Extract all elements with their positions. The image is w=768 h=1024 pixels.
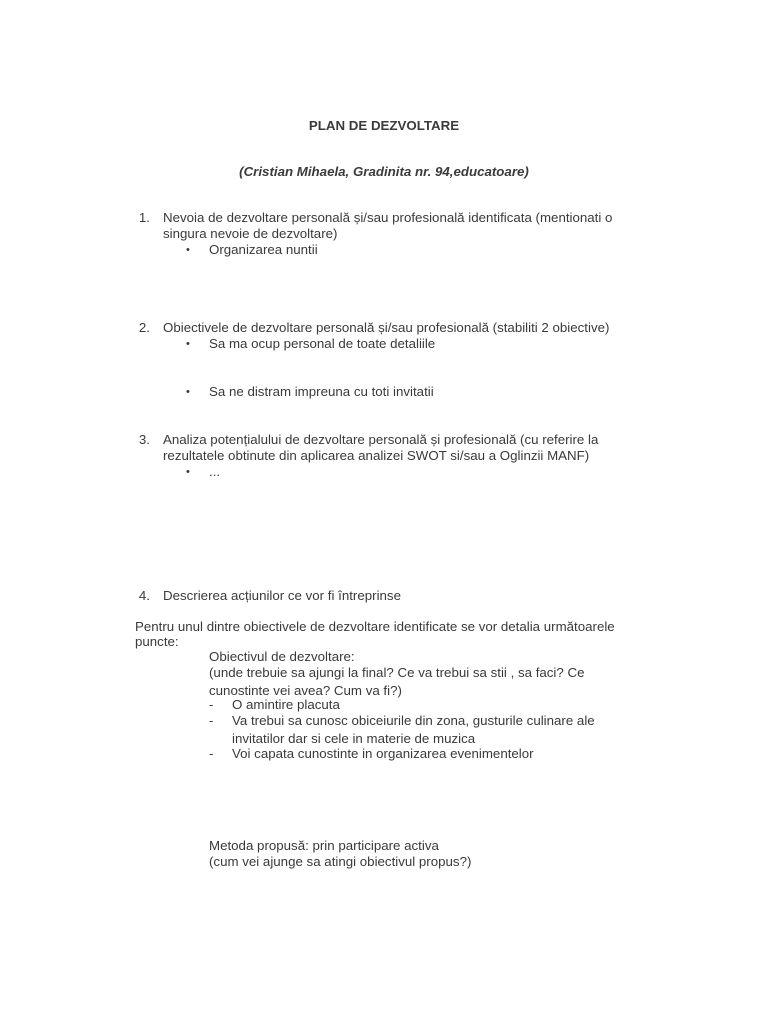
section-1-number: 1. [138,210,150,225]
objective-label: Obiectivul de dezvoltare: [209,649,355,664]
objective-question-line-2: cunostinte vei avea? Cum va fi?) [209,683,402,698]
bullet-icon: • [186,244,190,256]
section-2-heading-line-1: Obiectivele de dezvoltare personală și/sau profesională (stabiliti 2 obiective) [163,320,610,335]
section-3-heading-line-2: rezultatele obtinute din aplicarea analizei SWOT si/sau a Oglinzii MANF) [163,448,590,463]
bullet-icon: • [186,386,190,398]
dash-icon: - [209,713,214,728]
section-3-heading-line-1: Analiza potențialului de dezvoltare personală și profesională (cu referire la [163,432,599,447]
section-1-heading-line-1: Nevoia de dezvoltare personală și/sau profesională identificata (mentionati o [163,210,613,225]
section-2-bullet-2: Sa ne distram impreuna cu toti invitatii [209,384,434,399]
dash-icon: - [209,746,214,761]
page-title: PLAN DE DEZVOLTARE [308,118,460,133]
section-3-bullet-1: ... [209,464,221,479]
objective-item-3: Voi capata cunostinte in organizarea evenimentelor [232,746,534,761]
section-4-heading-line-1: Descrierea acțiunilor ce vor fi întreprinse [163,588,401,603]
intro-line-2: puncte: [135,634,179,649]
section-3-number: 3. [138,432,150,447]
section-1-heading-line-2: singura nevoie de dezvoltare) [163,226,338,241]
objective-item-1: O amintire placuta [232,697,340,712]
section-2-bullet-1: Sa ma ocup personal de toate detaliile [209,336,436,351]
objective-question-line-1: (unde trebuie sa ajungi la final? Ce va trebui sa stii , sa faci? Ce [209,665,585,680]
bullet-icon: • [186,466,190,478]
method-label: Metoda propusă: prin participare activa [209,838,439,853]
dash-icon: - [209,697,214,712]
objective-item-2-line-1: Va trebui sa cunosc obiceiurile din zona, gusturile culinare ale [232,713,595,728]
method-question: (cum vei ajunge sa atingi obiectivul propus?) [209,854,472,869]
section-2-number: 2. [138,320,150,335]
section-1-bullet-1: Organizarea nuntii [209,242,318,257]
objective-item-2-line-2: invitatilor dar si cele in materie de muzica [232,731,476,746]
intro-line-1: Pentru unul dintre obiectivele de dezvoltare identificate se vor detalia următoarele [135,619,615,634]
bullet-icon: • [186,338,190,350]
page-subtitle: (Cristian Mihaela, Gradinita nr. 94,educatoare) [239,164,529,179]
section-4-number: 4. [138,588,150,603]
